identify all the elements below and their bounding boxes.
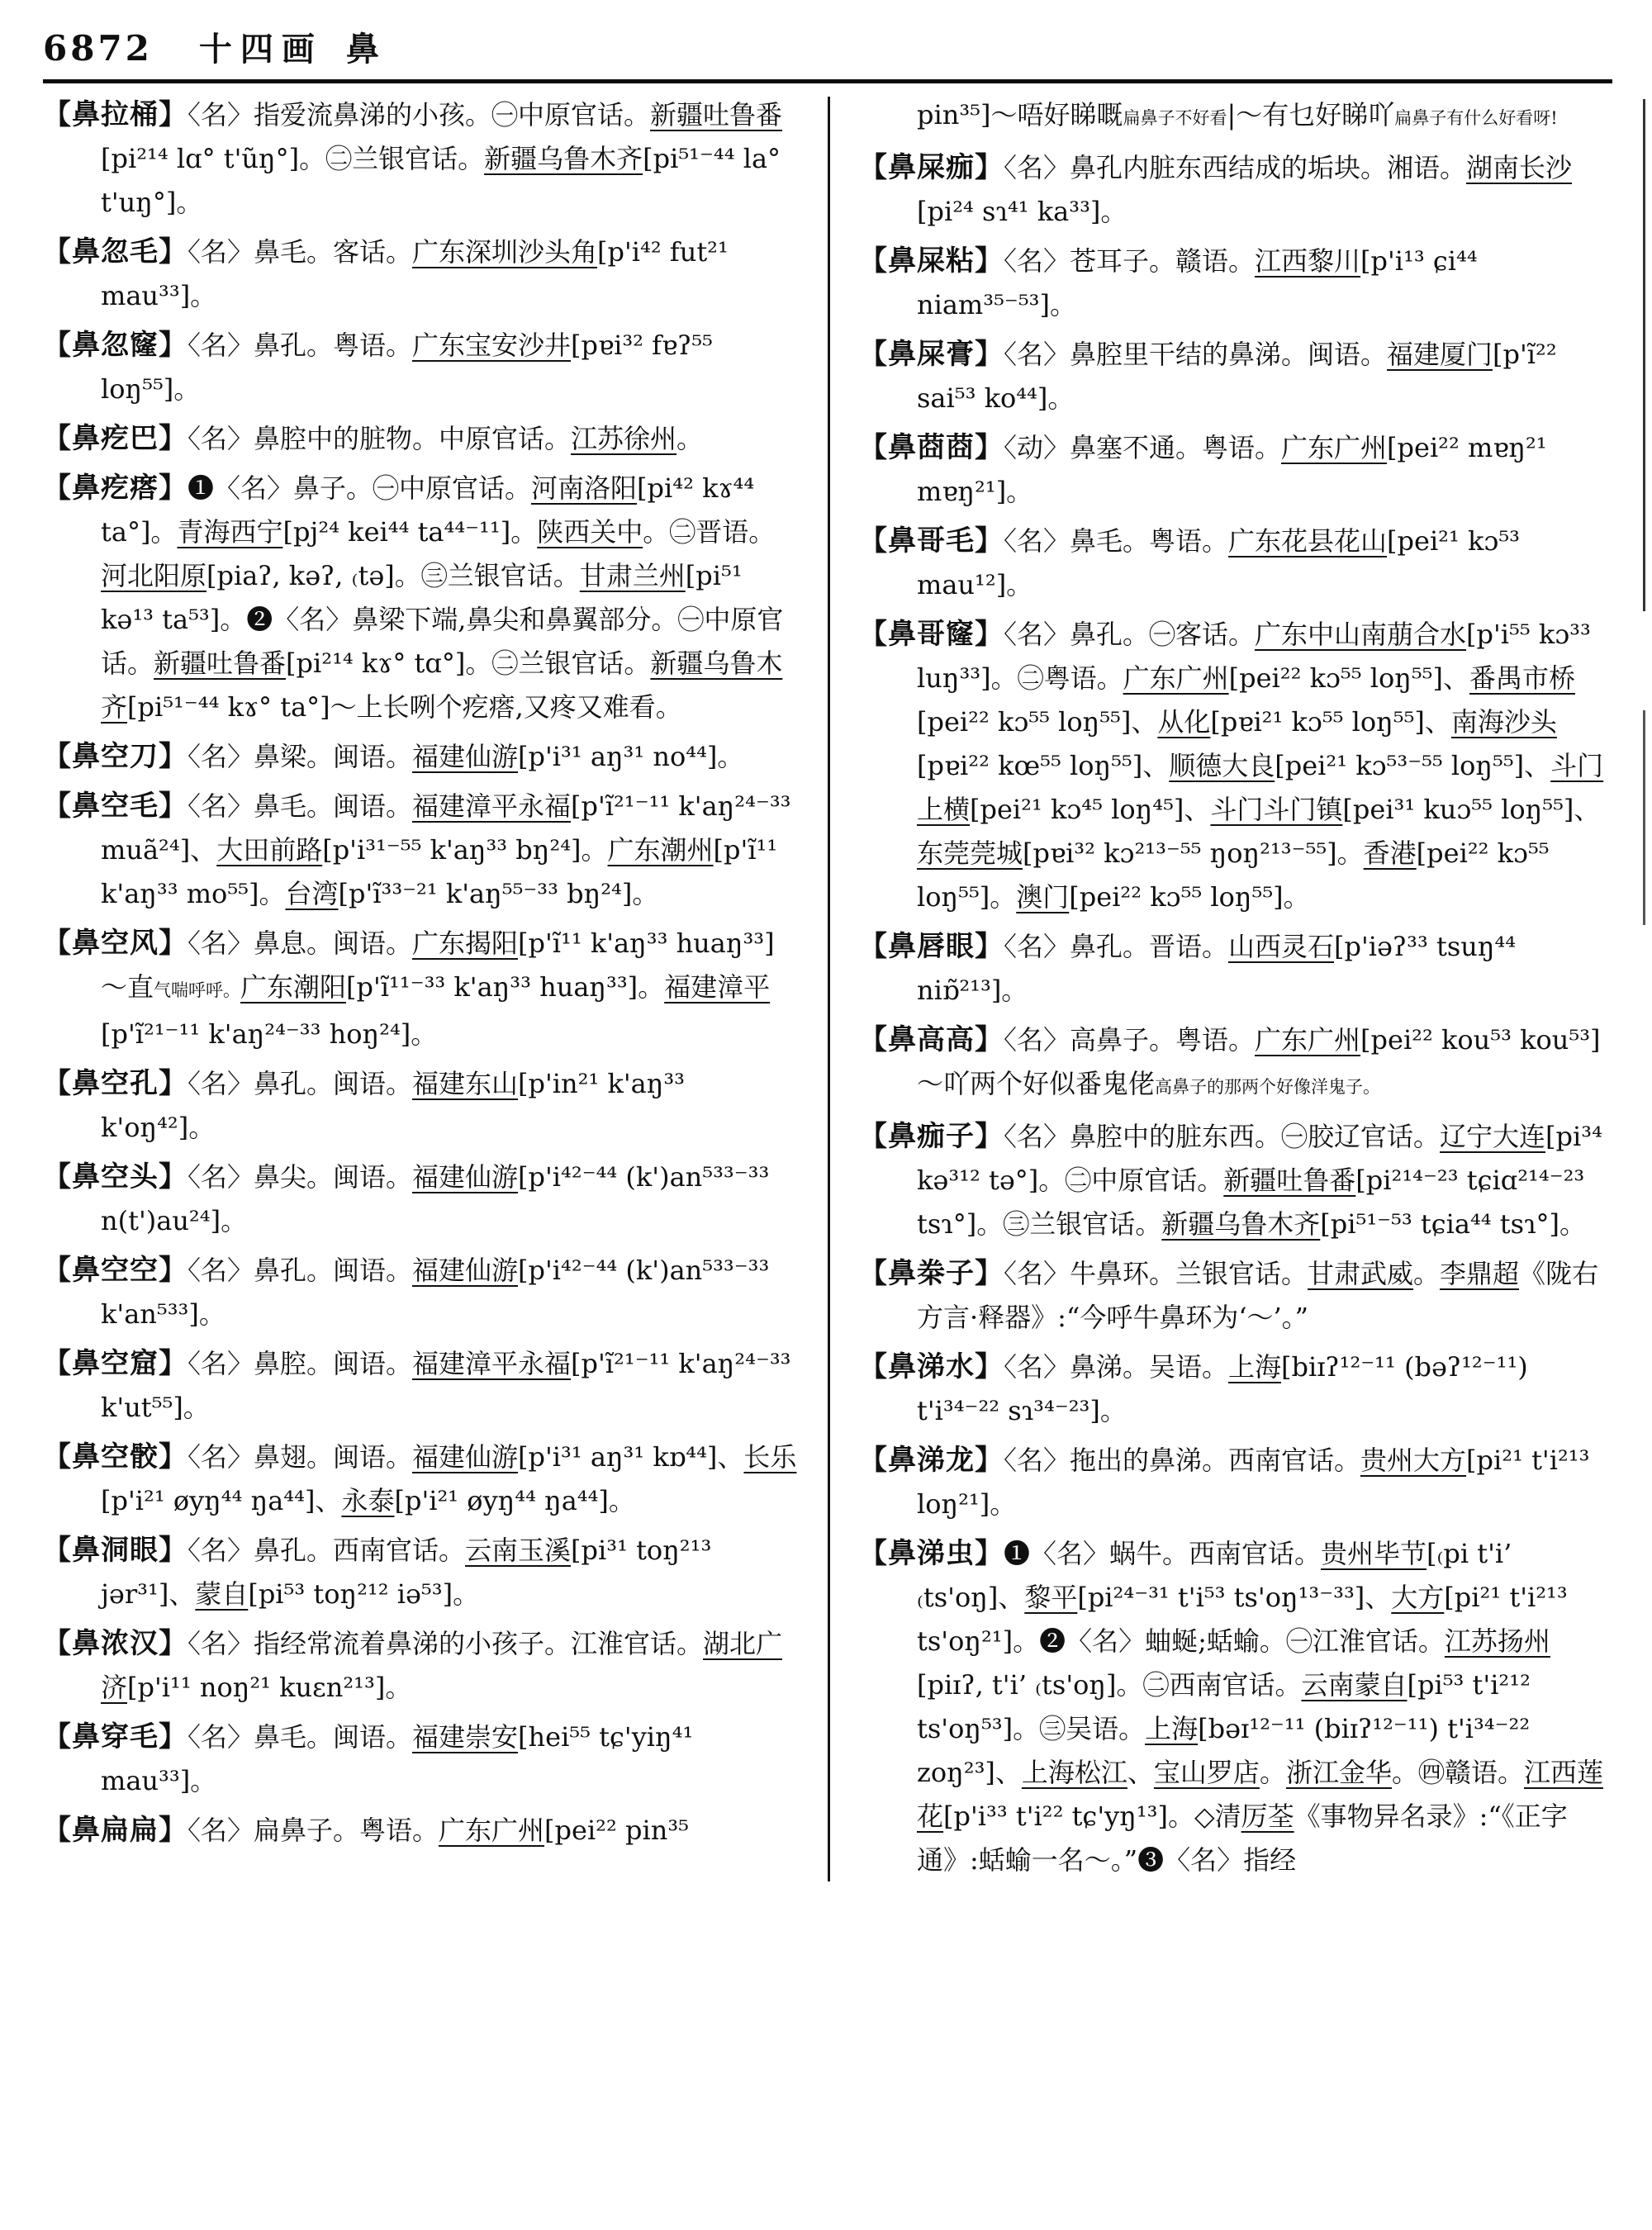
dictionary-entry: 【鼻涕水】〈名〉鼻涕。吴语。上海[biɪʔ¹²⁻¹¹ (bəʔ¹²⁻¹¹) t'i³⁴⁻²² sɿ³⁴⁻²³]。 [859, 1350, 1528, 1426]
dictionary-entry: 【鼻唇眼】〈名〉鼻孔。晋语。山西灵石[p'iəʔ³³ tsuŋ⁴⁴ niɒ̃²¹³]。 [859, 930, 1517, 1006]
place-name: 上海 [1228, 1351, 1282, 1383]
dictionary-entry: 【鼻高高】〈名〉高鼻子。粤语。广东广州[pei²² kou⁵³ kou⁵³]～吖两个好似番鬼佬高鼻子的那两个好像洋鬼子。 [859, 1023, 1601, 1099]
page-edge-line [1643, 99, 1645, 611]
section-heading [199, 23, 379, 70]
entry-headword: 【鼻空头】 [43, 1160, 188, 1193]
place-name: 河南洛阳 [531, 472, 638, 504]
entry-headword: 【鼻穿毛】 [43, 1720, 188, 1753]
place-name: 江西莲花 [917, 1757, 1603, 1832]
place-name: 湖南长沙 [1466, 152, 1573, 183]
place-name: 宝山罗店 [1153, 1757, 1260, 1788]
place-name: 陕西关中 [537, 516, 643, 548]
dictionary-entry: 【鼻拉桶】〈名〉指爱流鼻涕的小孩。㊀中原官话。新疆吐鲁番[pi²¹⁴ lɑ° t'ũŋ°]。㊁兰银官话。新疆乌鲁木齐[pi⁵¹⁻⁴⁴ la° t'uŋ°]。 [43, 98, 783, 218]
place-name: 广东深圳沙头角 [412, 236, 598, 268]
place-name: 番禺市桥 [1469, 662, 1576, 694]
column-divider [828, 97, 830, 1881]
place-name: 香港 [1363, 837, 1417, 869]
place-name: 福建仙游 [412, 741, 519, 772]
place-name: 蒙自 [195, 1578, 249, 1610]
dictionary-entry: 【鼻扁扁】〈名〉扁鼻子。粤语。广东广州[pei²² pin³⁵ [43, 1814, 689, 1847]
place-name: 云南蒙自 [1301, 1669, 1408, 1701]
entry-headword: 【鼻高高】 [859, 1023, 1004, 1056]
entry-headword: 【鼻屎粘】 [859, 244, 1004, 278]
place-name: 广东宝安沙井 [412, 330, 572, 361]
place-name: 广东广州 [1255, 1024, 1361, 1056]
place-name: 斗门上横 [917, 750, 1604, 825]
place-name: 永泰 [341, 1485, 395, 1516]
left-column [43, 93, 828, 1888]
entry-headword: 【鼻屎痂】 [859, 151, 1004, 184]
place-name: 浙江金华 [1285, 1757, 1392, 1788]
place-name: 甘肃武威 [1308, 1258, 1414, 1289]
place-name: 甘肃兰州 [579, 560, 686, 591]
place-name: 云南玉溪 [465, 1535, 572, 1566]
dictionary-entry: 【鼻空风】〈名〉鼻息。闽语。广东揭阳[p'ĩ¹¹ k'aŋ³³ huaŋ³³]～直气喘呼呼。广东潮阳[p'ĩ¹¹⁻³³ k'aŋ³³ huaŋ³³]。福建漳平[p'ĩ²¹⁻¹¹ k'aŋ²⁴⁻³³ hoŋ²⁴]。 [43, 927, 775, 1050]
place-name: 福建漳平永福 [412, 1348, 572, 1379]
dictionary-entry: 【鼻疙瘩】❶〈名〉鼻子。㊀中原官话。河南洛阳[pi⁴² kɤ⁴⁴ ta°]。青海西宁[pj²⁴ kei⁴⁴ ta⁴⁴⁻¹¹]。陕西关中。㊁晋语。河北阳原[piaʔ, kəʔ, ₍tə]。㊂兰银官话。甘肃兰州[pi⁵¹ kə¹³ ta⁵³]。❷〈名〉鼻梁下端,鼻尖和鼻翼部分。㊀中原官话。新疆吐鲁番[pi²¹⁴ kɤ° tɑ°]。㊁兰银官话。新疆乌鲁木齐[pi⁵¹⁻⁴⁴ kɤ° ta°]～上长咧个疙瘩,又疼又难看。 [43, 472, 784, 723]
place-name: 大方 [1391, 1582, 1445, 1613]
place-name: 广东潮阳 [240, 971, 347, 1003]
place-name: 广东揭阳 [412, 928, 519, 959]
stroke-section-title: 十四画 [198, 30, 323, 69]
entry-headword: 【鼻涕水】 [859, 1350, 1004, 1383]
page-header [43, 23, 1612, 71]
entry-headword: 【鼻忽窿】 [43, 329, 188, 362]
place-name: 福建仙游 [412, 1161, 519, 1193]
dictionary-entry: 【鼻屎痂】〈名〉鼻孔内脏东西结成的垢块。湘语。湖南长沙[pi²⁴ sɿ⁴¹ ka³³]。 [859, 151, 1573, 227]
place-name: 广东广州 [1123, 662, 1229, 694]
dictionary-entry: 【鼻哥毛】〈名〉鼻毛。粤语。广东花县花山[pei²¹ kɔ⁵³ mau¹²]。 [859, 524, 1520, 600]
place-name: 从化 [1157, 706, 1211, 738]
dictionary-entry: 【鼻穿毛】〈名〉鼻毛。闽语。福建崇安[hei⁵⁵ tɕ'yiŋ⁴¹ mau³³]。 [43, 1720, 694, 1796]
radical-character: 鼻 [345, 30, 379, 69]
place-name: 福建崇安 [412, 1721, 519, 1753]
place-name: 长乐 [743, 1441, 797, 1473]
entry-headword: 【鼻唇眼】 [859, 930, 1004, 963]
entry-headword: 【鼻空孔】 [43, 1067, 188, 1100]
dictionary-entry: 【鼻空窟】〈名〉鼻腔。闽语。福建漳平永福[p'ĩ²¹⁻¹¹ k'aŋ²⁴⁻³³ k'ut⁵⁵]。 [43, 1347, 791, 1423]
entry-headword: 【鼻涕龙】 [859, 1444, 1004, 1477]
entry-headword: 【鼻涕虫】 [859, 1537, 1004, 1570]
dictionary-entry: 【鼻涕龙】〈名〉拖出的鼻涕。西南官话。贵州大方[pi²¹ t'i²¹³ loŋ²¹]。 [859, 1444, 1590, 1520]
place-name: 河北阳原 [101, 560, 207, 591]
entry-headword: 【鼻空窟】 [43, 1347, 188, 1380]
dictionary-entry: 【鼻空孔】〈名〉鼻孔。闽语。福建东山[p'in²¹ k'aŋ³³ k'oŋ⁴²]。 [43, 1067, 685, 1143]
place-name: 厉荃 [1241, 1801, 1294, 1832]
place-name: 青海西宁 [177, 516, 283, 548]
small-gloss: 气喘呼呼。 [154, 980, 241, 1000]
place-name: 南海沙头 [1450, 706, 1557, 738]
place-name: 广东潮州 [607, 834, 714, 866]
place-name: 新疆乌鲁木齐 [484, 143, 643, 174]
place-name: 台湾 [285, 878, 339, 909]
entry-headword: 【鼻空毛】 [43, 790, 188, 823]
dictionary-entry: 【鼻空空】〈名〉鼻孔。闽语。福建仙游[p'i⁴²⁻⁴⁴ (k')an⁵³³⁻³³ k'an⁵³³]。 [43, 1254, 770, 1330]
place-name: 江苏扬州 [1444, 1625, 1550, 1657]
place-name: 福建漳平 [664, 971, 771, 1003]
entry-headword: 【鼻拉桶】 [43, 98, 188, 131]
dictionary-entry: 【鼻痂子】〈名〉鼻腔中的脏东西。㊀胶辽官话。辽宁大连[pi³⁴ kə³¹² tə°]。㊁中原官话。新疆吐鲁番[pi²¹⁴⁻²³ tɕiɑ²¹⁴⁻²³ tsɿ°]。㊂兰银官话。新疆乌鲁木齐[pi⁵¹⁻⁵³ tɕia⁴⁴ tsɿ°]。 [859, 1120, 1602, 1240]
dictionary-entry: 【鼻忽毛】〈名〉鼻毛。客话。广东深圳沙头角[p'i⁴² fut²¹ mau³³]。 [43, 235, 729, 311]
dictionary-entry: 【鼻莔莔】〈动〉鼻塞不通。粤语。广东广州[pei²² mɐŋ²¹ mɐŋ²¹]。 [859, 431, 1547, 507]
dictionary-entry: 【鼻桊子】〈名〉牛鼻环。兰银官话。甘肃武威。李鼎超《陇右方言·释器》:“今呼牛鼻环为‘～’。” [859, 1257, 1599, 1333]
place-name: 广东中山南萠合水 [1255, 619, 1467, 650]
page-edge-line-lower [1643, 710, 1645, 925]
place-name: 广东花县花山 [1228, 525, 1388, 557]
entry-headword: 【鼻莔莔】 [859, 431, 1004, 464]
place-name: 山西灵石 [1228, 931, 1335, 962]
dictionary-entry: 【鼻空头】〈名〉鼻尖。闽语。福建仙游[p'i⁴²⁻⁴⁴ (k')an⁵³³⁻³³ n(t')au²⁴]。 [43, 1160, 770, 1236]
place-name: 江苏徐州 [571, 423, 677, 454]
place-name: 贵州大方 [1360, 1445, 1467, 1476]
place-name: 斗门斗门镇 [1210, 794, 1343, 825]
place-name: 新疆吐鲁番 [1223, 1165, 1356, 1196]
right-column [828, 93, 1612, 1888]
small-gloss: 高鼻子的那两个好像洋鬼子。 [1155, 1077, 1381, 1097]
place-name: 李鼎超 [1440, 1258, 1520, 1289]
place-name: 澳门 [1016, 881, 1070, 913]
dictionary-entry: 【鼻浓汉】〈名〉指经常流着鼻涕的小孩子。江淮官话。湖北广济[p'i¹¹ noŋ²¹ kuɛn²¹³]。 [43, 1627, 783, 1703]
entry-headword: 【鼻空刀】 [43, 740, 188, 773]
place-name: 辽宁大连 [1440, 1121, 1546, 1152]
place-name: 新疆吐鲁番 [154, 648, 287, 679]
place-name: 新疆乌鲁木齐 [101, 648, 783, 723]
place-name: 福建厦门 [1387, 339, 1493, 370]
dictionary-entry: 【鼻屎膏】〈名〉鼻腔里干结的鼻涕。闽语。福建厦门[p'ĩ²² sai⁵³ ko⁴⁴]。 [859, 338, 1557, 414]
place-name: 上海松江 [1021, 1757, 1127, 1788]
place-name: 福建仙游 [412, 1255, 519, 1286]
entry-headword: 【鼻忽毛】 [43, 235, 188, 268]
entry-headword: 【鼻屎膏】 [859, 338, 1004, 371]
place-name: 东莞莞城 [917, 837, 1023, 869]
dictionary-entry: 【鼻洞眼】〈名〉鼻孔。西南官话。云南玉溪[pi³¹ toŋ²¹³ jər³¹]、蒙自[pi⁵³ toŋ²¹² iə⁵³]。 [43, 1534, 712, 1610]
small-gloss: 扁鼻子有什么好看呀! [1394, 108, 1558, 128]
entry-headword: 【鼻空骹】 [43, 1440, 188, 1473]
entry-headword: 【鼻扁扁】 [43, 1814, 188, 1847]
entry-headword: 【鼻洞眼】 [43, 1534, 188, 1567]
dictionary-entry: 【鼻空骹】〈名〉鼻翅。闽语。福建仙游[p'i³¹ aŋ³¹ kɒ⁴⁴]、长乐[p'i²¹ øyŋ⁴⁴ ŋa⁴⁴]、永泰[p'i²¹ øyŋ⁴⁴ ŋa⁴⁴]。 [43, 1440, 797, 1516]
page-number: 6872 [43, 28, 153, 69]
entry-headword: 【鼻疙瘩】 [43, 472, 188, 505]
place-name: 黎平 [1024, 1582, 1078, 1613]
place-name: 广东广州 [439, 1815, 545, 1846]
place-name: 福建漳平永福 [412, 790, 572, 822]
entry-headword: 【鼻哥毛】 [859, 524, 1004, 558]
place-name: 江西黎川 [1255, 245, 1361, 277]
entry-headword: 【鼻空空】 [43, 1254, 188, 1287]
dictionary-entry: 【鼻涕虫】❶〈名〉蜗牛。西南官话。贵州毕节[₍pi t'i’ ₍ts'oŋ]、黎平[pi²⁴⁻³¹ t'i⁵³ ts'oŋ¹³⁻³³]、大方[pi²¹ t'i²¹³ ts'oŋ²¹]。❷〈名〉蚰蜒;蛞蝓。㊀江淮官话。江苏扬州[piɪʔ, t'i’ ₍ts'oŋ]。㊁西南官话。云南蒙自[pi⁵³ t'i²¹² ts'oŋ⁵³]。㊂吴语。上海[bəɪ¹²⁻¹¹ (biɪʔ¹²⁻¹¹) t'i³⁴⁻²² zoŋ²³]、上海松江、宝山罗店。浙江金华。㊃赣语。江西莲花[p'i³³ t'i²² tɕ'yŋ¹³]。◇清厉荃《事物异名录》:“《正字通》:蛞蝓一名～。”❸〈名〉指经 [859, 1537, 1603, 1876]
place-name: 福建东山 [412, 1068, 519, 1099]
entry-headword: 【鼻桊子】 [859, 1257, 1004, 1290]
dictionary-entry: 【鼻空刀】〈名〉鼻梁。闽语。福建仙游[p'i³¹ aŋ³¹ no⁴⁴]。 [43, 740, 744, 773]
place-name: 贵州毕节 [1321, 1538, 1427, 1569]
entry-continuation: pin³⁵]～唔好睇嘅扁鼻子不好看|～有乜好睇吖扁鼻子有什么好看呀! [917, 99, 1558, 130]
place-name: 广东广州 [1281, 432, 1388, 463]
place-name: 湖北广济 [101, 1628, 783, 1703]
place-name: 顺德大良 [1169, 750, 1275, 781]
entry-headword: 【鼻空风】 [43, 927, 188, 960]
entry-headword: 【鼻疙巴】 [43, 422, 188, 455]
place-name: 新疆吐鲁番 [650, 99, 783, 130]
entry-headword: 【鼻痂子】 [859, 1120, 1004, 1153]
entry-headword: 【鼻哥窿】 [859, 618, 1004, 651]
place-name: 大田前路 [216, 834, 323, 866]
dictionary-entry: 【鼻忽窿】〈名〉鼻孔。粤语。广东宝安沙井[pɐi³² fɐʔ⁵⁵ loŋ⁵⁵]。 [43, 329, 713, 405]
dictionary-entry: 【鼻哥窿】〈名〉鼻孔。㊀客话。广东中山南萠合水[p'i⁵⁵ kɔ³³ luŋ³³]。㊁粤语。广东广州[pei²² kɔ⁵⁵ loŋ⁵⁵]、番禺市桥[pei²² kɔ⁵⁵ loŋ⁵⁵]、从化[pɐi²¹ kɔ⁵⁵ loŋ⁵⁵]、南海沙头[pɐi²² kœ⁵⁵ loŋ⁵⁵]、顺德大良[pei²¹ kɔ⁵³⁻⁵⁵ loŋ⁵⁵]、斗门上横[pei²¹ kɔ⁴⁵ loŋ⁴⁵]、斗门斗门镇[pei³¹ kuɔ⁵⁵ loŋ⁵⁵]、东莞莞城[pɐi³² kɔ²¹³⁻⁵⁵ ŋoŋ²¹³⁻⁵⁵]。香港[pei²² kɔ⁵⁵ loŋ⁵⁵]。澳门[pei²² kɔ⁵⁵ loŋ⁵⁵]。 [859, 618, 1604, 913]
dictionary-entry: 【鼻空毛】〈名〉鼻毛。闽语。福建漳平永福[p'ĩ²¹⁻¹¹ k'aŋ²⁴⁻³³ muã²⁴]、大田前路[p'i³¹⁻⁵⁵ k'aŋ³³ bŋ²⁴]。广东潮州[p'ĩ¹¹ k'aŋ³³ mo⁵⁵]。台湾[p'ĩ³³⁻²¹ k'aŋ⁵⁵⁻³³ bŋ²⁴]。 [43, 790, 791, 909]
entry-headword: 【鼻浓汉】 [43, 1627, 188, 1660]
dictionary-entry: 【鼻疙巴】〈名〉鼻腔中的脏物。中原官话。江苏徐州。 [43, 422, 704, 455]
place-name: 上海 [1145, 1713, 1199, 1744]
header-rule [43, 79, 1612, 83]
place-name: 福建仙游 [412, 1441, 519, 1473]
small-gloss: 扁鼻子不好看 [1123, 108, 1227, 128]
text-columns [43, 93, 1612, 1888]
place-name: 新疆乌鲁木齐 [1161, 1208, 1321, 1240]
dictionary-entry: 【鼻屎粘】〈名〉苍耳子。赣语。江西黎川[p'i¹³ ɕi⁴⁴ niam³⁵⁻⁵³]。 [859, 244, 1478, 320]
